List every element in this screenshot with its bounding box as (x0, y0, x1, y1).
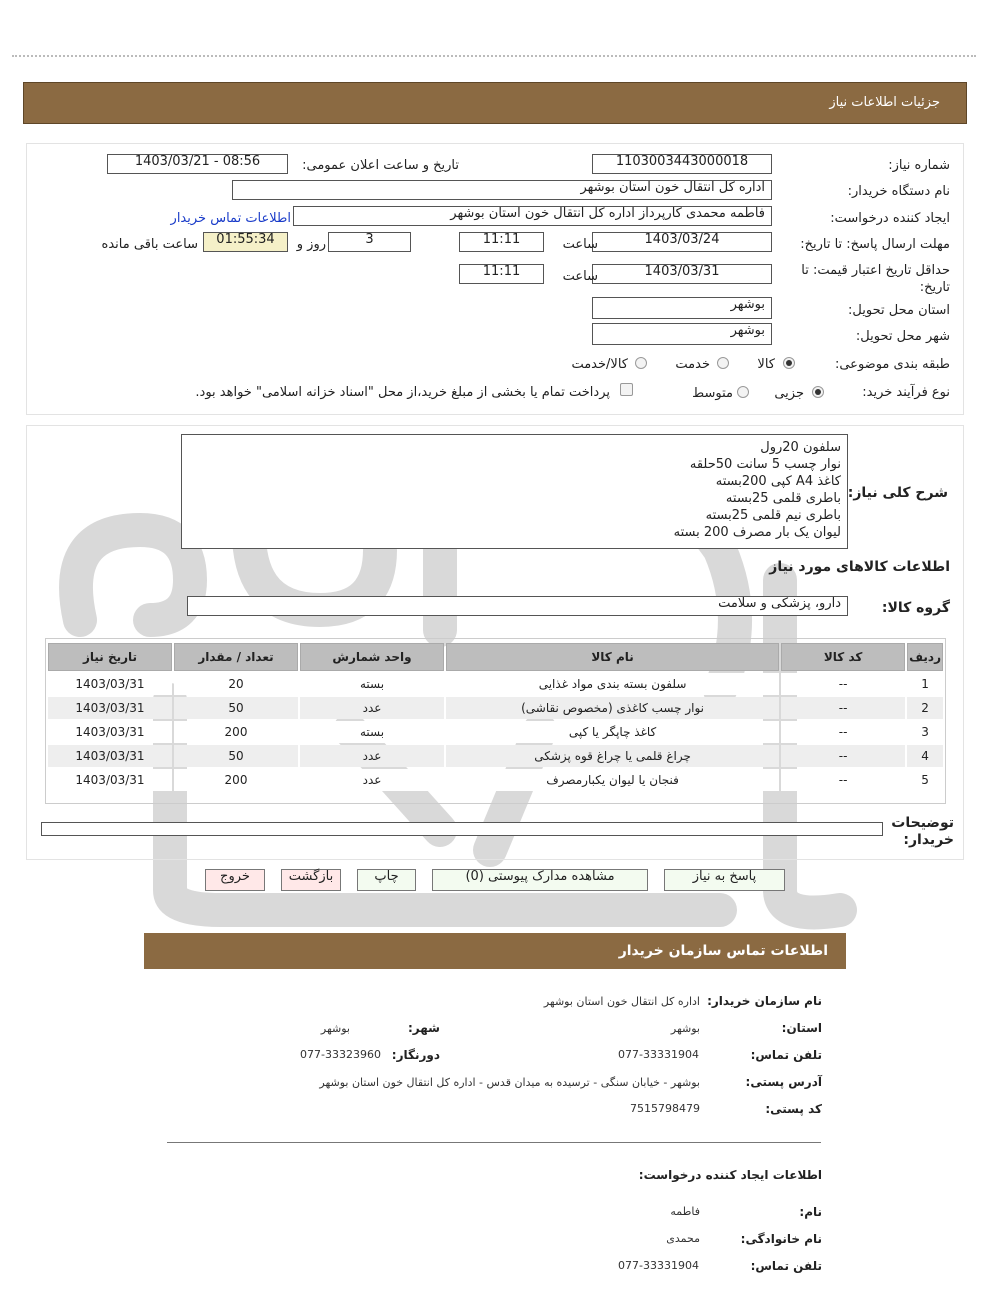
item-qty: 200 (174, 769, 298, 791)
contact-city-label: شهر: (408, 1021, 440, 1035)
category-service-label: خدمت (675, 357, 710, 372)
goods-group-label: گروه کالا: (881, 600, 950, 616)
category-goods-radio[interactable] (783, 357, 795, 369)
validity-label: حداقل تاریخ اعتبار قیمت: تا تاریخ: (801, 263, 950, 295)
print-button[interactable]: چاپ (357, 869, 416, 891)
item-unit: بسته (300, 721, 444, 743)
item-qty: 20 (174, 673, 298, 695)
contact-fax-value: 077-33323960 (300, 1048, 381, 1061)
contact-divider (167, 1142, 821, 1143)
table-row (48, 745, 943, 767)
description-line: کاغذ A4 کپی 200بسته (715, 474, 841, 489)
item-code: -- (781, 769, 905, 791)
category-both-label: کالا/خدمت (571, 357, 628, 372)
creator-family-value: محمدی (666, 1232, 700, 1245)
col-name: نام کالا (446, 643, 779, 671)
days-label: روز و (296, 237, 326, 252)
deadline-label: مهلت ارسال پاسخ: تا تاریخ: (800, 237, 950, 252)
reply-button[interactable]: پاسخ به نیاز (664, 869, 785, 891)
contact-postal-value: 7515798479 (630, 1102, 700, 1115)
buyer-notes-label: توضیحات خریدار: (891, 815, 954, 848)
item-unit: بسته (300, 673, 444, 695)
row-number: 3 (907, 721, 943, 743)
table-row (48, 769, 943, 791)
item-code: -- (781, 745, 905, 767)
province-field: بوشهر (592, 297, 772, 319)
city-field: بوشهر (592, 323, 772, 345)
col-qty: تعداد / مقدار (174, 643, 298, 671)
creator-name-value: فاطمه (670, 1205, 700, 1218)
process-minor-label: جزیی (774, 386, 804, 401)
contact-address-label: آدرس پستی: (745, 1075, 822, 1089)
contact-province-value: بوشهر (670, 1022, 700, 1035)
row-number: 4 (907, 745, 943, 767)
description-line: نوار چسب 5 سانت 50حلقه (689, 457, 841, 472)
item-date: 1403/03/31 (48, 745, 172, 767)
payment-note: پرداخت تمام یا بخشی از مبلغ خرید،از محل "اسناد خزانه اسلامی" خواهد بود. (195, 385, 610, 400)
creator-name-label: نام: (799, 1205, 822, 1219)
creator-family-label: نام خانوادگی: (740, 1232, 822, 1246)
category-service-radio[interactable] (717, 357, 729, 369)
contact-province-label: استان: (781, 1021, 822, 1035)
description-line: باطری نیم قلمی 25بسته (705, 508, 841, 523)
category-both-radio[interactable] (635, 357, 647, 369)
contact-city-value: بوشهر (320, 1022, 350, 1035)
creator-phone-value: 077-33331904 (618, 1259, 699, 1272)
description-line: لیوان یک بار مصرف 200 بسته (673, 525, 841, 540)
need-number-label: شماره نیاز: (888, 158, 950, 173)
goods-group-field: دارو، پزشکی و سلامت (187, 596, 848, 616)
item-code: -- (781, 697, 905, 719)
category-goods-label: کالا (757, 357, 775, 372)
row-number: 2 (907, 697, 943, 719)
creator-field: فاطمه محمدی کارپرداز اداره کل انتقال خون استان بوشهر (293, 206, 772, 226)
org-value: اداره کل انتقال خون استان بوشهر (543, 995, 700, 1008)
announce-date-field: 1403/03/21 - 08:56 (107, 154, 288, 174)
item-date: 1403/03/31 (48, 769, 172, 791)
table-row (48, 721, 943, 743)
col-unit: واحد شمارش (300, 643, 444, 671)
process-minor-radio[interactable] (812, 386, 824, 398)
item-qty: 50 (174, 745, 298, 767)
table-row (48, 697, 943, 719)
deadline-time-label: ساعت (562, 237, 598, 252)
top-divider (12, 55, 976, 57)
treasury-checkbox[interactable] (620, 383, 633, 396)
creator-phone-label: تلفن تماس: (750, 1259, 822, 1273)
validity-time-field: 11:11 (459, 264, 544, 284)
buyer-name-field: اداره کل انتقال خون استان بوشهر (232, 180, 772, 200)
buyer-contact-link[interactable]: اطلاعات تماس خریدار (170, 211, 291, 226)
creator-label: ایجاد کننده درخواست: (830, 211, 950, 226)
category-label: طبقه بندی موضوعی: (834, 357, 950, 372)
item-name: چراغ قلمی یا چراغ قوه پزشکی (446, 745, 779, 767)
contact-phone-label: تلفن تماس: (750, 1048, 822, 1062)
table-row (48, 673, 943, 695)
item-date: 1403/03/31 (48, 697, 172, 719)
org-label: نام سازمان خریدار: (707, 994, 822, 1008)
description-box (181, 434, 848, 549)
contact-address-value: بوشهر - خیابان سنگی - ترسیده به میدان قدس - اداره کل انتقال خون استان بوشهر (319, 1076, 700, 1089)
item-unit: عدد (300, 745, 444, 767)
contact-fax-label: دورنگار: (391, 1048, 440, 1062)
col-code: کد کالا (781, 643, 905, 671)
exit-button[interactable]: خروج (205, 869, 265, 891)
description-label: شرح کلی نیاز: (847, 485, 948, 501)
province-label: استان محل تحویل: (848, 303, 950, 318)
buyer-name-label: نام دستگاه خریدار: (847, 184, 950, 199)
days-field: 3 (328, 232, 411, 252)
row-number: 5 (907, 769, 943, 791)
item-code: -- (781, 721, 905, 743)
item-date: 1403/03/31 (48, 721, 172, 743)
page-header (23, 82, 967, 124)
remaining-time-field: 01:55:34 (203, 232, 288, 252)
back-button[interactable]: بازگشت (281, 869, 341, 891)
item-unit: عدد (300, 769, 444, 791)
description-line: سلفون 20رول (760, 440, 841, 455)
item-unit: عدد (300, 697, 444, 719)
description-line: باطری قلمی 25بسته (725, 491, 841, 506)
item-name: فنجان یا لیوان یکبارمصرف (446, 769, 779, 791)
remaining-label: ساعت باقی مانده (101, 237, 198, 252)
col-date: تاریخ نیاز (48, 643, 172, 671)
item-name: سلفون بسته بندی مواد غذایی (446, 673, 779, 695)
deadline-time-field: 11:11 (459, 232, 544, 252)
contact-postal-label: کد پستی: (765, 1102, 822, 1116)
item-qty: 50 (174, 697, 298, 719)
col-row: ردیف (907, 643, 943, 671)
item-name: کاغذ چاپگر یا کپی (446, 721, 779, 743)
row-number: 1 (907, 673, 943, 695)
process-medium-label: متوسط (692, 386, 733, 401)
contact-phone-value: 077-33331904 (618, 1048, 699, 1061)
items-table (46, 641, 945, 793)
item-code: -- (781, 673, 905, 695)
item-qty: 200 (174, 721, 298, 743)
page-title: جزئیات اطلاعات نیاز (829, 95, 940, 110)
creator-section-title: اطلاعات ایجاد کننده درخواست: (638, 1168, 822, 1182)
city-label: شهر محل تحویل: (855, 329, 950, 344)
item-name: نوار چسب کاغذی (مخصوص نقاشی) (446, 697, 779, 719)
item-date: 1403/03/31 (48, 673, 172, 695)
buyer-notes-field (41, 822, 883, 836)
attachments-button[interactable]: مشاهده مدارک پیوستی (0) (432, 869, 648, 891)
announce-date-label: تاریخ و ساعت اعلان عمومی: (302, 158, 459, 173)
need-number-field: 1103003443000018 (592, 154, 772, 174)
process-medium-radio[interactable] (737, 386, 749, 398)
validity-time-label: ساعت (562, 269, 598, 284)
contact-header (144, 933, 846, 969)
contact-title: اطلاعات تماس سازمان خریدار (618, 943, 828, 959)
deadline-date-field: 1403/03/24 (592, 232, 772, 252)
validity-date-field: 1403/03/31 (592, 264, 772, 284)
goods-section-title: اطلاعات کالاهای مورد نیاز (769, 559, 950, 575)
process-label: نوع فرآیند خرید: (862, 385, 950, 400)
